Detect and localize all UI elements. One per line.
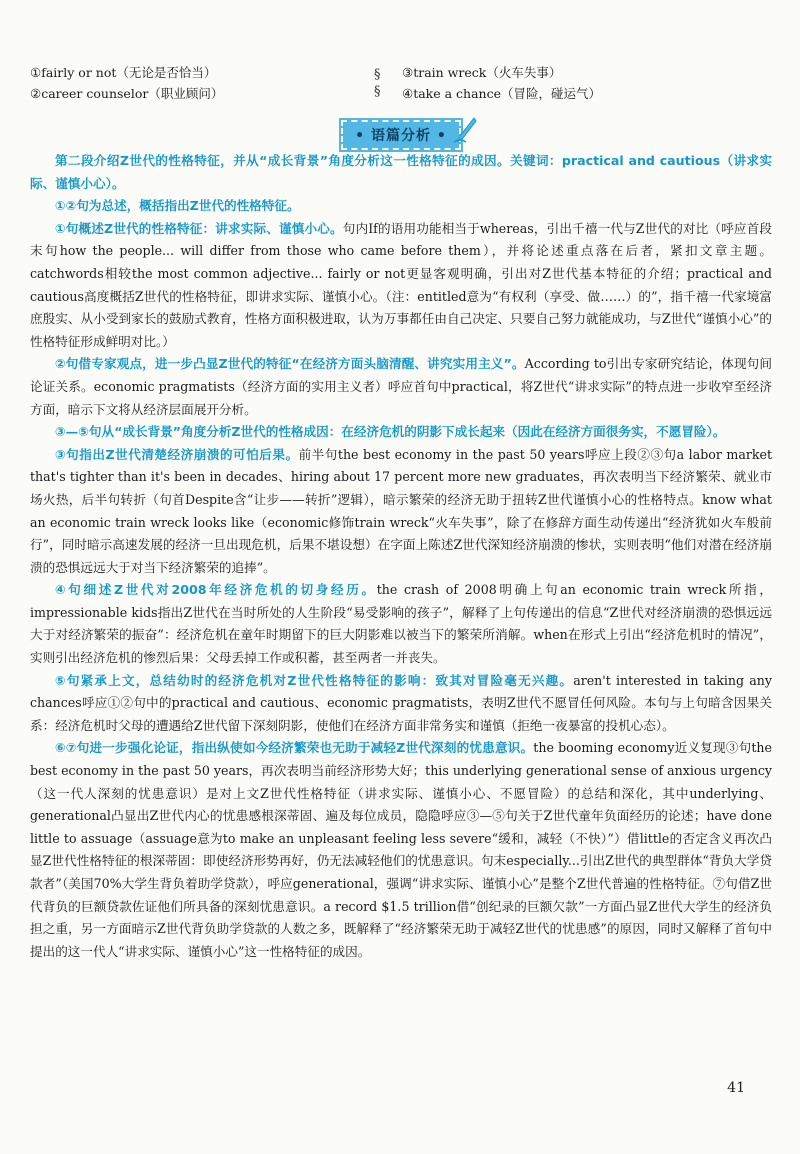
paragraph-highlight: ①句概述Z世代的性格特征：讲求实际、谨慎小心。 — [55, 220, 343, 236]
paragraph — [30, 670, 772, 738]
vocab-item: ③train wreck（火车失事） — [402, 65, 562, 80]
paragraph-text: According to引出专家研究结论，体现句间论证关系。economic pragmatists（经济方面的实用主义者）呼应首句中practical，将Z世代“讲求实际”的特点进一步收窄至经济方面，暗示下文将从经济层面展开分析。 — [30, 356, 772, 417]
paragraph-text: aren't interested in taking any chances呼应①②句中的practical and cautious、economic pragmatists，表明Z世代不愿冒任何风险。本句与上句暗含因果关系：经济危机时父母的遭遇给Z世代留下深刻阴影，使他们在经济方面非常务实和谨慎（拒绝一夜暴富的投机心态）。 — [30, 672, 772, 733]
page — [30, 62, 772, 963]
paragraph-text: the booming economy近义复现③句the best economy in the past 50 years，再次表明当前经济形势大好；this underlying generational sense of anxious urgency（这一代人深刻的忧患意识）是对上文Z世代性格特征（讲求实际、谨慎小心、不愿冒险）的总结和深化，其中underlying、generational凸显出Z世代内心的忧患感根深蒂固、遍及每位成员，隐隐呼应③—⑤句关于Z世代童年负面经历的论述；have done little to assuage（assuage意为to make an unpleasant feeling less severe“缓和，减轻（不快）”）借little的否定含义再次凸显Z世代性格特征的根深蒂固：即使经济形势再好，仍无法减轻他们的忧患意识。句末especially...引出Z世代的典型群体“背负大学贷款者”（美国70%大学生背负着助学贷款），呼应generational，强调“讲求实际、谨慎小心”是整个Z世代普遍的性格特征。⑦句借Z世代背负的巨额贷款佐证他们所具备的深刻忧患意识。a record $1.5 trillion借“创纪录的巨额欠款”一方面凸显Z世代大学生的经济负担之重，另一方面暗示Z世代背负助学贷款的人数之多，既解释了“经济繁荣无助于减轻Z世代的忧患感”的原因，同时又解释了首句中提出的这一代人“讲求实际、谨慎小心”这一性格特征的成因。 — [30, 740, 772, 959]
vocabulary-notes — [30, 62, 772, 120]
paragraph-highlight: ⑥⑦句进一步强化论证，指出纵使如今经济繁荣也无助于减轻Z世代深刻的忧患意识。 — [55, 740, 534, 756]
paragraph-highlight: ③—⑤句从“成长背景”角度分析Z世代的性格成因：在经济危机的阴影下成长起来（因此在经济方面很务实，不愿冒险）。 — [55, 424, 726, 440]
paragraph-highlight: ⑤句紧承上文，总结幼时的经济危机对Z世代性格特征的影响：致其对冒险毫无兴趣。 — [55, 672, 574, 688]
paragraph — [30, 579, 772, 669]
vocab-item: ④take a chance（冒险，碰运气） — [402, 86, 602, 101]
paragraph — [30, 737, 772, 963]
analysis-body — [30, 150, 772, 963]
pen-icon — [452, 116, 478, 144]
section-title: • 语篇分析 • — [341, 120, 461, 150]
paragraph-text: the crash of 2008明确上句an economic train wreck所指，impressionable kids指出Z世代在当时所处的人生阶段“易受影响的孩子”，解释了上句传递出的信息“Z世代对经济崩溃的恐惧远远大于对经济繁荣的振奋”：经济危机在童年时期留下的巨大阴影难以被当下的繁荣所消解。when在形式上引出“经济危机时的情况”，实则引出经济危机的惨烈后果：父母丢掉工作或积蓄，甚至两者一并丧失。 — [30, 582, 772, 666]
paragraph-highlight: ②句借专家观点，进一步凸显Z世代的特征“在经济方面头脑清醒、讲究实用主义”。 — [55, 356, 525, 372]
vocab-separator-icon: § § — [374, 67, 381, 99]
paragraph-text: 句内If的语用功能相当于whereas，引出千禧一代与Z世代的对比（呼应首段末句how the people... will differ from those who came before them），并将论述重点落在后者，紧扣文章主题。catchwords相较the most common adjective... fairly or not更显客观明确，引出对Z世代基本特征的介绍；practical and cautious高度概括Z世代的性格特征，即讲求实际、谨慎小心。（注：entitled意为“有权利（享受、做……）的”，指千禧一代家境富庶殷实、从小受到家长的鼓励式教育，性格方面积极进取，认为万事都任由自己决定、只要自己努力就能成功，与Z世代“谨慎小心”的性格特征形成鲜明对比。） — [30, 220, 772, 349]
section-header — [30, 116, 772, 146]
paragraph — [30, 421, 772, 444]
vocab-column-right — [402, 62, 742, 104]
paragraph — [30, 218, 772, 354]
paragraph-text: 前半句the best economy in the past 50 years呼应上段②③句a labor market that's tighter than it's been in decades、hiring about 17 percent more new graduates，再次表明当下经济繁荣、就业市场火热，后半句转折（句首Despite含“让步——转折”逻辑），暗示繁荣的经济无助于扭转Z世代谨慎小心的性格特点。know what an economic train wreck looks like（economic修饰train wreck“火车失事”，除了在修辞方面生动传递出“经济犹如火车般前行”，同时暗示高速发展的经济一旦出现危机，后果不堪设想）在字面上陈述Z世代深知经济崩溃的惨状，实则表明“他们对潜在经济崩溃的恐惧远远大于对当下经济繁荣的追捧”。 — [30, 446, 773, 575]
paragraph — [30, 150, 772, 195]
page-number: 41 — [727, 1080, 745, 1096]
vocab-column-left — [30, 62, 350, 104]
vocab-item: ①fairly or not（无论是否恰当） — [30, 65, 217, 80]
paragraph-highlight: ④句细述Z世代对2008年经济危机的切身经历。 — [55, 582, 377, 598]
paragraph — [30, 444, 772, 580]
vocab-item: ②career counselor（职业顾问） — [30, 86, 224, 101]
paragraph-highlight: 第二段介绍Z世代的性格特征，并从“成长背景”角度分析这一性格特征的成因。关键词：practical and cautious（讲求实际、谨慎小心）。 — [30, 153, 772, 191]
paragraph-highlight: ③句指出Z世代清楚经济崩溃的可怕后果。 — [55, 446, 299, 462]
paragraph — [30, 353, 772, 421]
paragraph — [30, 195, 772, 218]
paragraph-highlight: ①②句为总述，概括指出Z世代的性格特征。 — [55, 198, 300, 214]
